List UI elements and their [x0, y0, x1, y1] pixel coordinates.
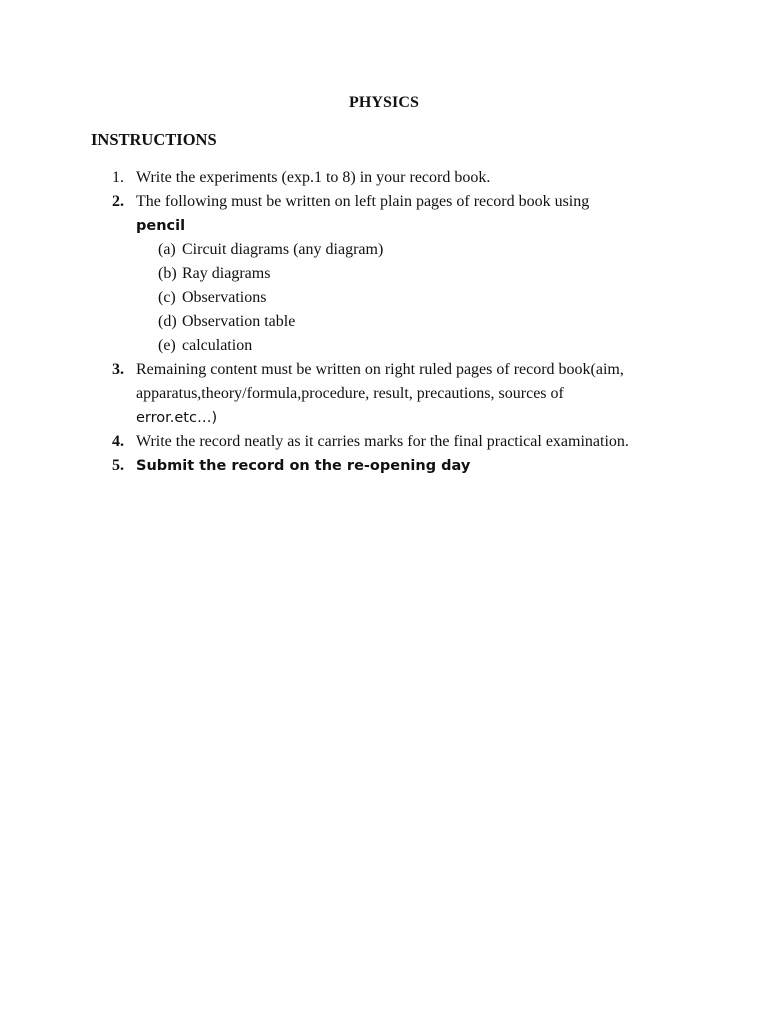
- sub-item-text: Observation table: [182, 313, 296, 330]
- sub-list-item: [158, 262, 702, 286]
- item-text: Submit the record on the re-opening day: [136, 458, 471, 474]
- sub-item-text: calculation: [182, 337, 253, 354]
- item-text: Write the record neatly as it carries marks for the final practical examination.: [136, 433, 629, 450]
- item-emphasis: pencil: [136, 218, 186, 234]
- sub-item-letter: (a): [158, 241, 176, 258]
- list-item: [112, 454, 702, 478]
- item-tail-text: error.etc…): [136, 410, 218, 426]
- sub-item-letter: (e): [158, 337, 176, 354]
- list-item: [112, 166, 702, 190]
- sub-list-item: [158, 310, 702, 334]
- item-text: The following must be written on left plain pages of record book using: [136, 193, 590, 210]
- sub-list: [158, 238, 702, 358]
- item-number: 1.: [112, 169, 124, 186]
- page-title: PHYSICS: [348, 94, 420, 111]
- item-number: 4.: [112, 433, 124, 450]
- item-text: Remaining content must be written on right ruled pages of record book(aim, apparatus,theory/formula,procedure, result, precautions, sources of: [136, 361, 624, 402]
- sub-item-letter: (b): [158, 265, 177, 282]
- section-heading: INSTRUCTIONS: [91, 130, 217, 149]
- sub-item-text: Ray diagrams: [182, 265, 271, 282]
- sub-item-letter: (d): [158, 313, 177, 330]
- item-body: [136, 190, 702, 358]
- instruction-list: [112, 166, 702, 478]
- sub-list-item: [158, 334, 702, 358]
- item-text: Write the experiments (exp.1 to 8) in your record book.: [136, 169, 491, 186]
- item-body: [136, 358, 702, 430]
- item-number: 3.: [112, 361, 124, 378]
- sub-item-text: Observations: [182, 289, 267, 306]
- item-number: 2.: [112, 193, 124, 210]
- sub-item-letter: (c): [158, 289, 176, 306]
- sub-list-item: [158, 238, 702, 262]
- item-number: 5.: [112, 457, 124, 474]
- sub-item-text: Circuit diagrams (any diagram): [182, 241, 384, 258]
- list-item: [112, 430, 702, 454]
- sub-list-item: [158, 286, 702, 310]
- list-item: [112, 190, 702, 358]
- list-item: [112, 358, 702, 430]
